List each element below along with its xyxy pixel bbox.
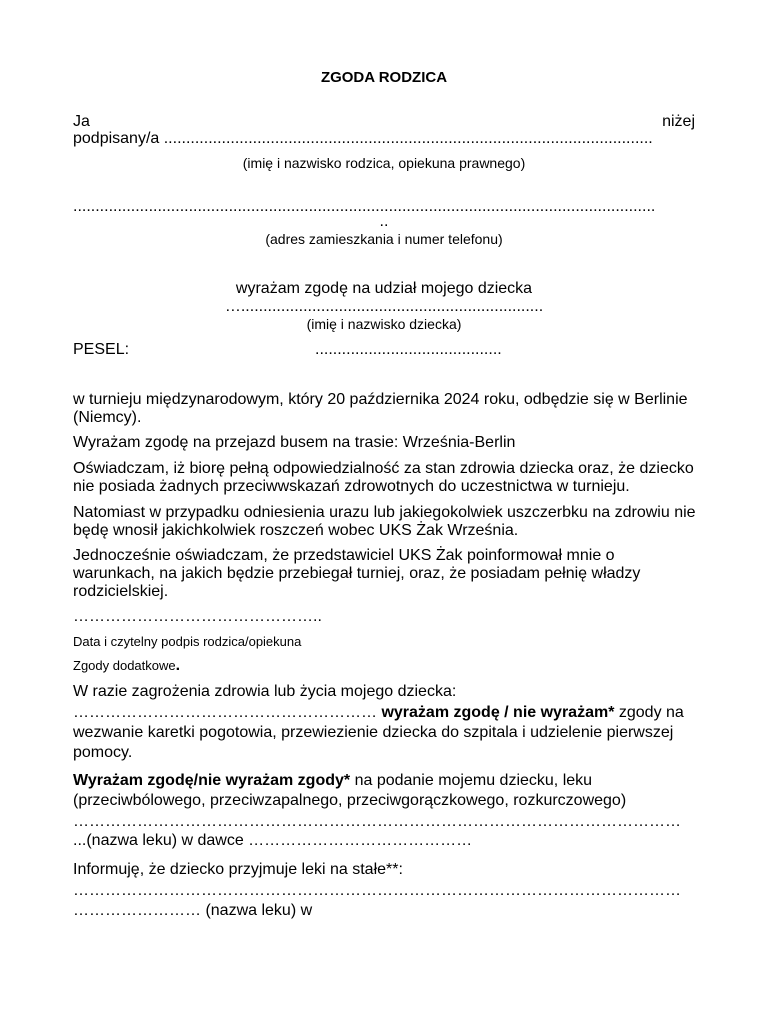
address-dots-short: .. [379, 213, 389, 230]
health-paragraph: Oświadczam, iż biorę pełną odpowiedzialność za stan zdrowia dziecka oraz, że dziecko nie posiada żadnych przeciwwskazań zdrowotnych do uczestnictwa w turnieju. [73, 460, 694, 495]
medicine-text: na podanie mojemu dziecku, leku (przeciwbólowego, przeciwzapalnego, przeciwgorączkowego, rozkurczowego) [73, 772, 627, 809]
tournament-paragraph: w turnieju międzynarodowym, który 20 października 2024 roku, odbędzie się w Berlinie (Niemcy). [73, 391, 688, 426]
parent-name-line: podpisany/a .............................................................................................................. [73, 130, 653, 147]
emergency-intro: W razie zagrożenia zdrowia lub życia mojego dziecka: [73, 683, 457, 700]
regular-meds-dots: …………………………………………………………………………………………………… [73, 882, 681, 899]
emergency-dots: ………………………………………………… [73, 704, 382, 721]
medicine-dose-line: ...(nazwa leku) w dawce …………………………………… [73, 832, 473, 849]
emergency-consent-choice: wyrażam zgodę / nie wyrażam* [381, 704, 615, 721]
child-consent-line: wyrażam zgodę na udział mojego dziecka [235, 280, 533, 297]
regular-meds-intro: Informuję, że dziecko przyjmuje leki na stałe**: [73, 861, 403, 878]
address-dots: ................................................................................................................................... [73, 198, 656, 215]
parent-ja: Ja [73, 113, 90, 130]
pesel-dots: .......................................... [315, 341, 502, 358]
medicine-dots: …………………………………………………………………………………………………… [73, 813, 681, 830]
emergency-text: zgody na wezwanie karetki pogotowia, przewiezienie dziecka do szpitala i udzielenie pierwszej pomocy. [73, 704, 684, 761]
injury-paragraph: Natomiast w przypadku odniesienia urazu lub jakiegokolwiek uszczerbku na zdrowiu nie będę wnosił jakichkolwiek roszczeń wobec UKS Żak Września. [73, 504, 696, 539]
address-caption: (adres zamieszkania i numer telefonu) [265, 231, 503, 247]
child-name-dots: ….................................................................... [224, 298, 544, 315]
signature-caption: Data i czytelny podpis rodzica/opiekuna [73, 634, 302, 649]
parent-name-caption: (imię i nazwisko rodzica, opiekuna prawnego) [242, 155, 526, 171]
pesel-label: PESEL: [73, 341, 130, 358]
signature-dots: ……………………………………….. [73, 608, 322, 625]
medicine-consent-choice: Wyrażam zgodę/nie wyrażam zgody* [73, 772, 351, 789]
informed-paragraph: Jednocześnie oświadczam, że przedstawiciel UKS Żak poinformował mnie o warunkach, na jakich będzie przebiegał turniej, oraz, że posiadam pełnię władzy rodzicielskiej. [73, 547, 641, 600]
emergency-paragraph [73, 703, 697, 763]
child-name-caption: (imię i nazwisko dziecka) [306, 316, 462, 332]
additional-consents-heading [73, 658, 180, 673]
bus-paragraph: Wyrażam zgodę na przejazd busem na trasie: Września-Berlin [73, 434, 516, 451]
document-title: ZGODA RODZICA [320, 69, 448, 86]
medicine-paragraph [73, 771, 697, 811]
additional-consents-label: Zgody dodatkowe [73, 658, 176, 673]
regular-meds-name-line: …………………… (nazwa leku) w [73, 902, 313, 919]
additional-consents-period: . [175, 657, 181, 674]
parent-nizej: niżej [662, 113, 695, 130]
